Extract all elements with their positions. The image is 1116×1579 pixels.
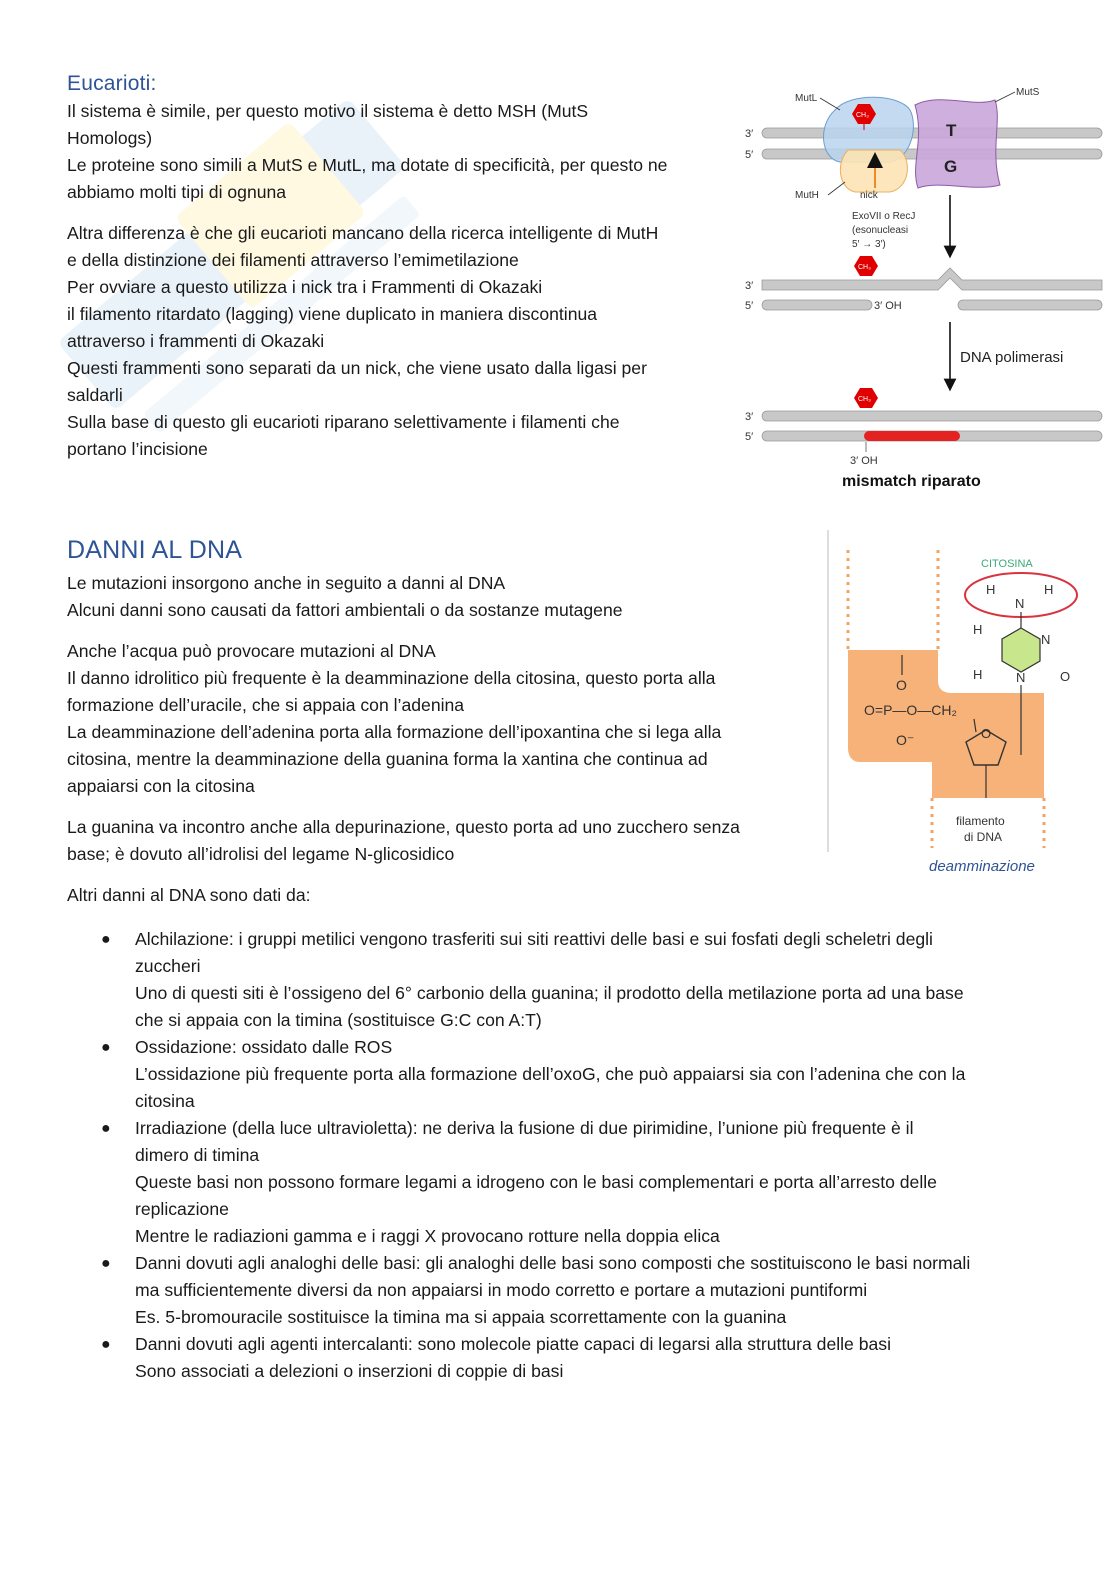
svg-text:H: H (973, 622, 983, 637)
text-line: Le proteine sono simili a MutS e MutL, ma dotate di specificità, per questo ne (67, 155, 668, 175)
result-label: mismatch riparato (842, 473, 981, 490)
deamination-figure (826, 530, 1081, 875)
strand-end-label: 3′ (745, 128, 754, 140)
bullet-icon: ● (101, 1255, 111, 1272)
paragraph (67, 220, 727, 463)
svg-text:O: O (896, 677, 907, 693)
muth-label: MutH (795, 190, 819, 201)
cytosine-structure-diagram (826, 530, 1081, 860)
svg-text:N: N (1016, 670, 1026, 685)
methyl-group-icon (854, 256, 878, 276)
strand-end-label: 5′ (745, 149, 754, 161)
text-line: Homologs) (67, 128, 153, 148)
svg-text:5′: 5′ (745, 300, 754, 312)
paragraph (67, 98, 727, 206)
text-line: saldarli (67, 385, 123, 405)
svg-text:H: H (1044, 582, 1054, 597)
text-line: Il danno idrolitico più frequente è la deamminazione della citosina, questo porta alla (67, 668, 716, 688)
dna-strands-stage2 (745, 268, 1102, 312)
svg-text:(esonucleasi: (esonucleasi (852, 225, 909, 236)
section-heading: Eucarioti: (67, 72, 157, 95)
base-name-label: CITOSINA (981, 558, 1033, 570)
svg-text:di DNA: di DNA (964, 830, 1003, 844)
repaired-segment (864, 431, 960, 441)
text-line: Sulla base di questo gli eucarioti riparano selettivamente i filamenti che (67, 412, 620, 432)
base-t-label: T (946, 121, 957, 140)
text-line: base; è dovuto all’idrolisi del legame N-glicosidico (67, 844, 455, 864)
list-item-agenti-intercalanti: ● Danni dovuti agli agenti intercalanti: sono molecole piatte capaci di legarsi alla struttura delle basi Sono associati a delezioni o inserzioni di coppie di basi (67, 1331, 1047, 1385)
text-line: Per ovviare a questo utilizza i nick tra i Frammenti di Okazaki (67, 277, 543, 297)
mismatch-repair-diagram (740, 80, 1110, 500)
text-line: Anche l’acqua può provocare mutazioni al DNA (67, 641, 436, 661)
text-line: Il sistema è simile, per questo motivo il sistema è detto MSH (MutS (67, 101, 589, 121)
section-heading: DANNI AL DNA (67, 536, 243, 564)
muth-protein-shape (840, 150, 907, 192)
nick-label: nick (860, 190, 878, 201)
paragraph (67, 814, 797, 868)
mutl-label: MutL (795, 93, 818, 104)
list-item-alchilazione: ● Alchilazione: i gruppi metilici vengono trasferiti sui siti reattivi delle basi e sui fosfati degli scheletri degli zuccheri Uno di questi siti è l’ossigeno del 6° carbonio della guanina; il prodotto della metilazione porta ad una base che si appaia con la timina (sostituisce G:C con A:T) (67, 926, 1047, 1034)
text-line: formazione dell’uracile, che si appaia con l’adenina (67, 695, 465, 715)
list-item-analoghi-basi: ● Danni dovuti agli analoghi delle basi: gli analoghi delle basi sono composti che sostituiscono le basi normali ma sufficientemente diversi da non appaiarsi in modo corretto e portare a mutazioni puntiformi Es. 5-bromouracile sostituisce la timina ma si appaia scorrettamente con la guanina (67, 1250, 1047, 1331)
bullet-icon: ● (101, 931, 111, 948)
base-g-label: G (944, 157, 958, 176)
exonuclease-label: ExoVII o RecJ (852, 211, 916, 222)
text-line: citosina, mentre la deamminazione della guanina forma la xantina che continua ad (67, 749, 708, 769)
svg-text:3′ OH: 3′ OH (850, 455, 878, 467)
bullet-icon: ● (101, 1120, 111, 1137)
text-line: attraverso i frammenti di Okazaki (67, 331, 325, 351)
text-line: La guanina va incontro anche alla depurinazione, questo porta ad uno zucchero senza (67, 817, 740, 837)
section-danni-dna (67, 534, 797, 927)
svg-text:N: N (1015, 596, 1025, 611)
paragraph (67, 882, 797, 909)
text-line: Le mutazioni insorgono anche in seguito a danni al DNA (67, 573, 506, 593)
text-line: Alcuni danni sono causati da fattori ambientali o da sostanze mutagene (67, 600, 623, 620)
bullet-icon: ● (101, 1039, 111, 1056)
svg-text:O: O (981, 726, 992, 741)
methyl-group-icon (854, 388, 878, 408)
polymerase-label: DNA polimerasi (960, 349, 1064, 366)
text-line: appaiarsi con la citosina (67, 776, 255, 796)
damage-types-list (67, 926, 1047, 1385)
bullet-icon: ● (101, 1336, 111, 1353)
muts-protein-shape (915, 100, 1000, 188)
svg-text:CH₃: CH₃ (856, 112, 869, 119)
text-line: Altri danni al DNA sono dati da: (67, 885, 311, 905)
backbone-shape (848, 650, 1044, 798)
svg-text:3′: 3′ (745, 280, 754, 292)
text-line: abbiamo molti tipi di ognuna (67, 182, 287, 202)
svg-text:O⁻: O⁻ (896, 732, 915, 748)
text-line: e della distinzione dei filamenti attraverso l’emimetilazione (67, 250, 519, 270)
text-line: portano l’incisione (67, 439, 208, 459)
dna-strands-stage3 (745, 411, 1102, 443)
phosphate-label: O=P—O—CH₂ (864, 702, 957, 718)
text-line: Altra differenza è che gli eucarioti mancano della ricerca intelligente di MutH (67, 223, 659, 243)
svg-text:O: O (1060, 669, 1071, 684)
svg-text:5′: 5′ (745, 431, 754, 443)
svg-text:H: H (973, 667, 983, 682)
text-line: La deamminazione dell’adenina porta alla formazione dell’ipoxantina che si lega alla (67, 722, 722, 742)
svg-text:CH₃: CH₃ (858, 264, 871, 271)
section-eucarioti (67, 70, 727, 477)
paragraph (67, 638, 797, 800)
svg-text:N: N (1041, 632, 1051, 647)
figure-caption: deamminazione (929, 858, 1035, 875)
svg-text:5′ → 3′): 5′ → 3′) (852, 239, 886, 250)
svg-text:H: H (986, 582, 996, 597)
cytosine-ring-icon (1002, 628, 1040, 672)
oh-label: 3′ OH (874, 300, 902, 312)
list-item-ossidazione: ● Ossidazione: ossidato dalle ROS L’ossidazione più frequente porta alla formazione dell’oxoG, che può appaiarsi sia con l’adenina che con la citosina (67, 1034, 1047, 1115)
list-item-irradiazione: ● Irradiazione (della luce ultravioletta): ne deriva la fusione di due pirimidine, l’unione più frequente è il dimero di timina Queste basi non possono formare legami a idrogeno con le basi complementari e porta all’arresto delle replicazione Mentre le radiazioni gamma e i raggi X provocano rotture nella doppia elica (67, 1115, 1047, 1250)
svg-text:CH₃: CH₃ (858, 396, 871, 403)
text-line: Questi frammenti sono separati da un nick, che viene usato dalla ligasi per (67, 358, 647, 378)
text-line: il filamento ritardato (lagging) viene duplicato in maniera discontinua (67, 304, 598, 324)
paragraph (67, 570, 797, 624)
muts-label: MutS (1016, 87, 1040, 98)
strand-label: filamento (956, 814, 1005, 828)
svg-text:3′: 3′ (745, 411, 754, 423)
